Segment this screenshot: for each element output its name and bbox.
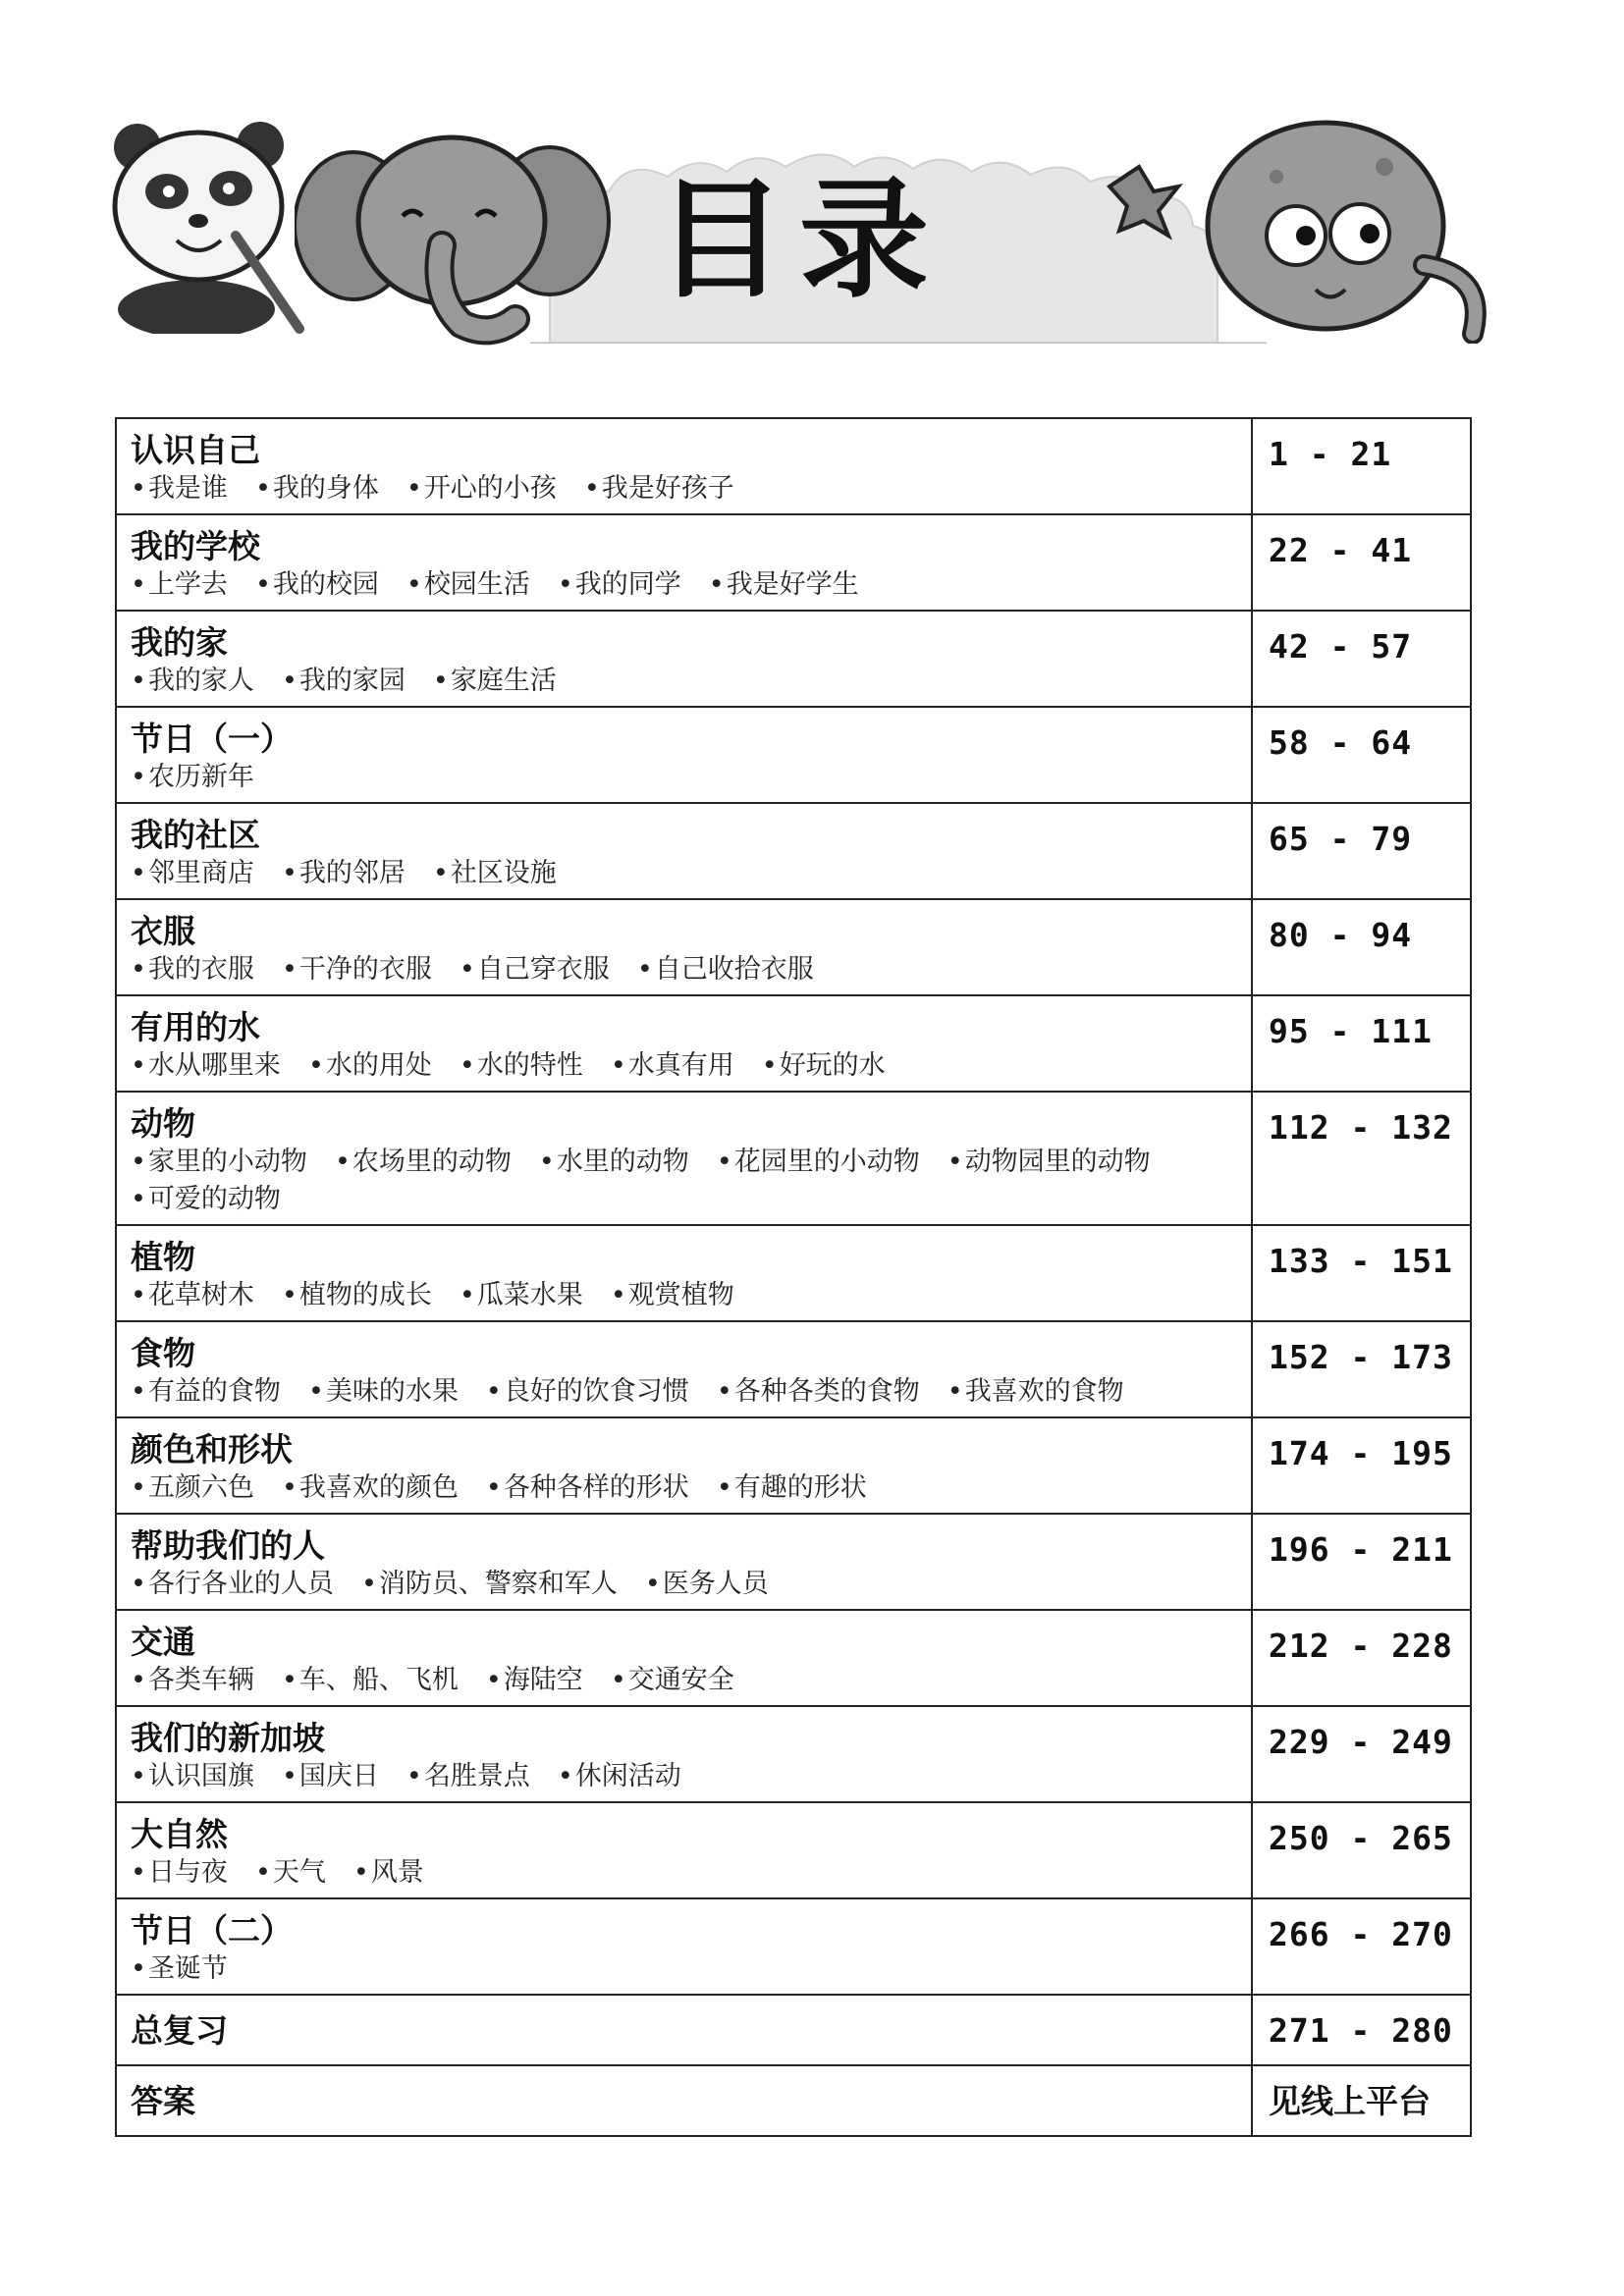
page-range: 271 - 280 xyxy=(1269,2011,1453,2050)
topic-title: 认识自己 xyxy=(131,431,260,469)
pages-cell xyxy=(1252,803,1471,899)
topic-title: 交通 xyxy=(131,1623,195,1661)
subtopic-list xyxy=(131,566,1237,604)
subtopic-item: • 有益的食物 xyxy=(131,1373,281,1411)
topic-title: 衣服 xyxy=(131,912,195,950)
topic-title: 我的家 xyxy=(131,623,228,662)
subtopic-item: • 我是好学生 xyxy=(709,566,859,604)
topic-cell xyxy=(116,514,1252,611)
subtopic-item: • 我喜欢的颜色 xyxy=(282,1469,459,1507)
page-range: 250 - 265 xyxy=(1269,1819,1453,1857)
toc-row xyxy=(116,418,1471,514)
topic-cell xyxy=(116,1706,1252,1802)
subtopic-item: • 农历新年 xyxy=(131,759,254,796)
subtopic-item: • 五颜六色 xyxy=(131,1469,254,1507)
subtopic-item: • 我是谁 xyxy=(131,470,228,507)
subtopic-item: • 我的衣服 xyxy=(131,951,254,988)
topic-title: 我的社区 xyxy=(131,816,260,854)
topic-title: 有用的水 xyxy=(131,1008,260,1046)
topic-title: 总复习 xyxy=(131,2011,228,2050)
topic-cell xyxy=(116,1898,1252,1995)
subtopic-item: • 花草树木 xyxy=(131,1277,254,1314)
subtopic-item: • 自己穿衣服 xyxy=(460,951,610,988)
subtopic-list xyxy=(131,951,1237,988)
page-range: 196 - 211 xyxy=(1269,1530,1453,1569)
subtopic-list xyxy=(131,1047,1237,1085)
toc-row xyxy=(116,1321,1471,1417)
subtopic-item: • 休闲活动 xyxy=(558,1758,681,1795)
page-range: 1 - 21 xyxy=(1269,435,1392,473)
pages-cell xyxy=(1252,1092,1471,1225)
subtopic-item: • 校园生活 xyxy=(406,566,530,604)
subtopic-item: • 交通安全 xyxy=(611,1662,734,1699)
subtopic-item: • 开心的小孩 xyxy=(406,470,557,507)
topic-title: 节日（二） xyxy=(131,1911,293,1949)
topic-cell xyxy=(116,418,1252,514)
topic-title: 动物 xyxy=(131,1104,195,1143)
pages-cell xyxy=(1252,1321,1471,1417)
toc-row xyxy=(116,1995,1471,2065)
pages-cell xyxy=(1252,1802,1471,1898)
topic-cell xyxy=(116,1802,1252,1898)
subtopic-item: • 上学去 xyxy=(131,566,228,604)
toc-row xyxy=(116,2065,1471,2136)
page-range: 65 - 79 xyxy=(1269,820,1413,858)
topic-cell xyxy=(116,1610,1252,1706)
toc-row xyxy=(116,1610,1471,1706)
subtopic-item: • 有趣的形状 xyxy=(717,1469,867,1507)
subtopic-item: • 动物园里的动物 xyxy=(947,1144,1151,1181)
pages-cell xyxy=(1252,1610,1471,1706)
page-range: 174 - 195 xyxy=(1269,1434,1453,1472)
pages-cell xyxy=(1252,611,1471,707)
header-banner xyxy=(108,118,1483,353)
subtopic-list xyxy=(131,1277,1237,1314)
pages-cell xyxy=(1252,1995,1471,2065)
subtopic-item: • 圣诞节 xyxy=(131,1950,228,1988)
page-range: 112 - 132 xyxy=(1269,1108,1453,1147)
topic-title: 植物 xyxy=(131,1238,195,1276)
topic-cell xyxy=(116,1514,1252,1610)
topic-cell xyxy=(116,1092,1252,1225)
subtopic-item: • 家庭生活 xyxy=(433,663,557,700)
subtopic-item: • 各种各类的食物 xyxy=(717,1373,920,1411)
subtopic-item: • 水真有用 xyxy=(611,1047,734,1085)
pages-cell xyxy=(1252,418,1471,514)
subtopic-item: • 各种各样的形状 xyxy=(486,1469,689,1507)
subtopic-item: • 农场里的动物 xyxy=(335,1144,512,1181)
pages-cell xyxy=(1252,1225,1471,1321)
subtopic-item: • 我的家人 xyxy=(131,663,254,700)
subtopic-item: • 日与夜 xyxy=(131,1854,228,1892)
subtopic-list xyxy=(131,759,1237,796)
subtopic-item: • 社区设施 xyxy=(433,855,557,892)
toc-row xyxy=(116,1802,1471,1898)
subtopic-item: • 各行各业的人员 xyxy=(131,1566,334,1603)
subtopic-list xyxy=(131,663,1237,700)
subtopic-item: • 我喜欢的食物 xyxy=(947,1373,1124,1411)
subtopic-item: • 水里的动物 xyxy=(539,1144,689,1181)
subtopic-item: • 水的用处 xyxy=(308,1047,432,1085)
page-title: 目录 xyxy=(656,165,943,316)
pages-cell xyxy=(1252,1514,1471,1610)
subtopic-list xyxy=(131,1566,1237,1603)
subtopic-list xyxy=(131,1758,1237,1795)
toc-row xyxy=(116,514,1471,611)
topic-cell xyxy=(116,1225,1252,1321)
toc-row xyxy=(116,1417,1471,1514)
pages-cell xyxy=(1252,707,1471,803)
pages-cell xyxy=(1252,1898,1471,1995)
topic-title: 答案 xyxy=(131,2082,195,2120)
subtopic-list xyxy=(131,1662,1237,1699)
page-range: 152 - 173 xyxy=(1269,1338,1453,1376)
toc-row xyxy=(116,1706,1471,1802)
subtopic-item: • 风景 xyxy=(353,1854,424,1892)
topic-title: 大自然 xyxy=(131,1815,228,1853)
subtopic-item: • 我的邻居 xyxy=(282,855,406,892)
subtopic-item: • 我的同学 xyxy=(558,566,681,604)
toc-row xyxy=(116,995,1471,1092)
subtopic-list xyxy=(131,1373,1237,1411)
subtopic-item: • 我的身体 xyxy=(255,470,379,507)
topic-title: 颜色和形状 xyxy=(131,1430,293,1468)
topic-title: 我的学校 xyxy=(131,527,260,565)
toc-row xyxy=(116,1092,1471,1225)
page-range: 58 - 64 xyxy=(1269,723,1413,762)
topic-title: 食物 xyxy=(131,1334,195,1372)
subtopic-item: • 植物的成长 xyxy=(282,1277,432,1314)
topic-cell xyxy=(116,611,1252,707)
toc-row xyxy=(116,1225,1471,1321)
subtopic-item: • 车、船、飞机 xyxy=(282,1662,459,1699)
toc-row xyxy=(116,899,1471,995)
topic-title: 我们的新加坡 xyxy=(131,1719,325,1757)
page-range: 见线上平台 xyxy=(1269,2082,1431,2120)
subtopic-list xyxy=(131,1950,1237,1988)
subtopic-item: • 良好的饮食习惯 xyxy=(486,1373,689,1411)
topic-cell xyxy=(116,899,1252,995)
topic-cell xyxy=(116,1995,1252,2065)
subtopic-item: • 国庆日 xyxy=(282,1758,379,1795)
subtopic-list xyxy=(131,1469,1237,1507)
toc-row xyxy=(116,803,1471,899)
toc-row xyxy=(116,707,1471,803)
subtopic-list xyxy=(131,1144,1237,1218)
subtopic-item: • 我的家园 xyxy=(282,663,406,700)
topic-cell xyxy=(116,995,1252,1092)
topic-cell xyxy=(116,1417,1252,1514)
page-range: 95 - 111 xyxy=(1269,1012,1433,1050)
page-range: 212 - 228 xyxy=(1269,1627,1453,1665)
subtopic-list xyxy=(131,1854,1237,1892)
topic-title: 节日（一） xyxy=(131,720,293,758)
toc-table xyxy=(115,417,1472,2137)
subtopic-item: • 名胜景点 xyxy=(406,1758,530,1795)
subtopic-item: • 医务人员 xyxy=(645,1566,769,1603)
subtopic-item: • 水的特性 xyxy=(460,1047,583,1085)
pages-cell xyxy=(1252,995,1471,1092)
subtopic-item: • 美味的水果 xyxy=(308,1373,459,1411)
subtopic-item: • 海陆空 xyxy=(486,1662,583,1699)
pages-cell xyxy=(1252,514,1471,611)
topic-cell xyxy=(116,2065,1252,2136)
subtopic-item: • 家里的小动物 xyxy=(131,1144,307,1181)
subtopic-item: • 观赏植物 xyxy=(611,1277,734,1314)
subtopic-list xyxy=(131,470,1237,507)
page-range: 22 - 41 xyxy=(1269,531,1413,569)
page-range: 266 - 270 xyxy=(1269,1915,1453,1953)
subtopic-item: • 我的校园 xyxy=(255,566,379,604)
topic-title: 帮助我们的人 xyxy=(131,1526,325,1565)
subtopic-item: • 天气 xyxy=(255,1854,326,1892)
topic-cell xyxy=(116,803,1252,899)
subtopic-item: • 认识国旗 xyxy=(131,1758,254,1795)
toc-row xyxy=(116,611,1471,707)
subtopic-item: • 干净的衣服 xyxy=(282,951,432,988)
subtopic-item: • 可爱的动物 xyxy=(131,1181,281,1218)
toc-row xyxy=(116,1898,1471,1995)
page-range: 42 - 57 xyxy=(1269,627,1413,666)
pages-cell xyxy=(1252,899,1471,995)
subtopic-item: • 水从哪里来 xyxy=(131,1047,281,1085)
subtopic-item: • 邻里商店 xyxy=(131,855,254,892)
topic-cell xyxy=(116,1321,1252,1417)
subtopic-item: • 瓜菜水果 xyxy=(460,1277,583,1314)
subtopic-item: • 消防员、警察和军人 xyxy=(361,1566,618,1603)
pages-cell xyxy=(1252,1706,1471,1802)
pages-cell xyxy=(1252,1417,1471,1514)
subtopic-item: • 我是好孩子 xyxy=(584,470,734,507)
subtopic-item: • 花园里的小动物 xyxy=(717,1144,920,1181)
pages-cell xyxy=(1252,2065,1471,2136)
octopus-illustration xyxy=(1100,118,1492,344)
page-range: 229 - 249 xyxy=(1269,1723,1453,1761)
subtopic-item: • 各类车辆 xyxy=(131,1662,254,1699)
topic-cell xyxy=(116,707,1252,803)
page-range: 133 - 151 xyxy=(1269,1242,1453,1280)
subtopic-item: • 好玩的水 xyxy=(762,1047,886,1085)
subtopic-item: • 自己收拾衣服 xyxy=(637,951,814,988)
subtopic-list xyxy=(131,855,1237,892)
toc-row xyxy=(116,1514,1471,1610)
page-range: 80 - 94 xyxy=(1269,916,1413,954)
